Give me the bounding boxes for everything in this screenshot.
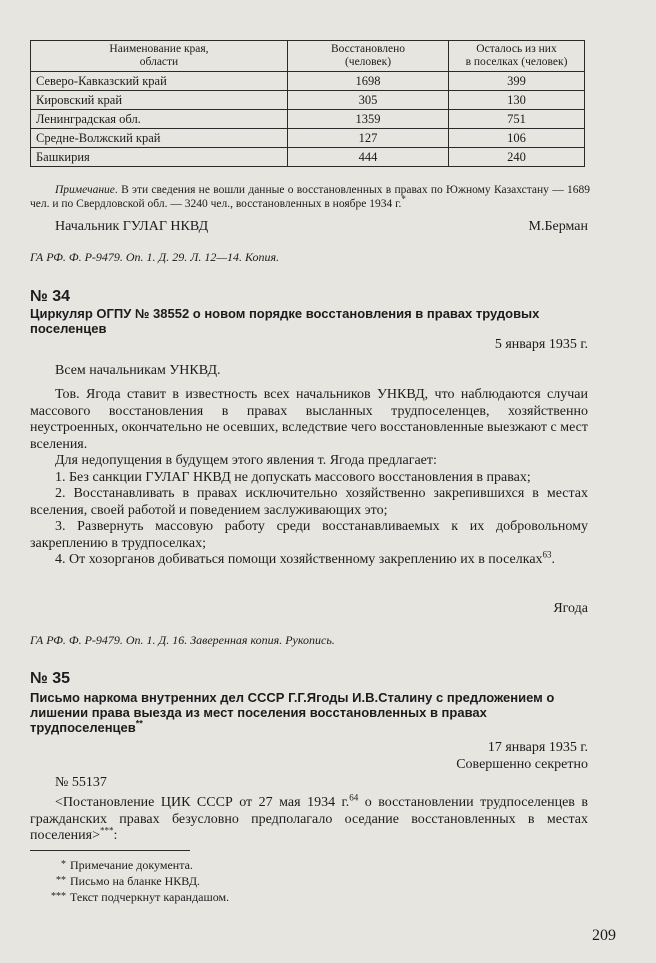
header-remaining: Осталось из них в поселках (человек) — [449, 41, 585, 72]
footnote — [48, 874, 200, 888]
footnote-mark: * — [61, 859, 66, 870]
doc35-date: 17 января 1935 г. — [487, 740, 588, 755]
table-header-row — [31, 41, 585, 72]
doc35-p1b: о восстановлении трудпоселенцев в гражданских правах безусловно предполагало оседание восстановленных в местах поселения> — [30, 795, 589, 843]
doc35-heading-text: Письмо наркома внутренних дел СССР Г.Г.Ягоды И.В.Сталину с предложением о лишении права выезда из мест поселения восстановленных в правах трудпоселенцев — [30, 690, 555, 735]
remaining-cell: 751 — [449, 110, 585, 129]
table-row — [31, 110, 585, 129]
doc34-paragraph: Тов. Ягода ставит в известность всех начальников УНКВД, что наблюдаются случаи массового восстановления в правах высланных трудпоселенцев, хозяйственно неустроенных, окончательно не осевших, вследствие чего восстановленные выезжают с мест вселения. — [30, 387, 588, 452]
doc35-p1c: : — [113, 828, 118, 843]
footnote — [48, 858, 193, 872]
header-restored: Восстановлено (человек) — [288, 41, 449, 72]
restored-cell: 127 — [288, 129, 449, 148]
footnote-text: Примечание документа. — [70, 858, 193, 872]
doc34-paragraph: 1. Без санкции ГУЛАГ НКВД не допускать массового восстановления в правах; — [55, 469, 531, 485]
doc34-number: № 34 — [30, 288, 71, 305]
restoration-table — [30, 40, 585, 167]
table-row — [31, 148, 585, 167]
table-row — [31, 129, 585, 148]
doc35-number: № 35 — [30, 670, 71, 687]
footnote-ref-64: 64 — [349, 792, 359, 803]
region-cell: Северо-Кавказский край — [31, 72, 288, 91]
note-text: . В эти сведения не вошли данные о восстановленных в правах по Южному Казахстану — 1689 чел. и по Свердловской обл. — 3240 чел., восстановленных в ноябре 1934 г. — [30, 184, 590, 210]
source1: ГА РФ. Ф. Р-9479. Оп. 1. Д. 29. Л. 12—14. Копия. — [30, 250, 280, 264]
table-row — [31, 91, 585, 110]
remaining-cell: 106 — [449, 129, 585, 148]
footnote-text: Письмо на бланке НКВД. — [70, 874, 201, 888]
note-ref: * — [401, 194, 406, 205]
doc35-heading — [30, 690, 600, 735]
doc35-p1a: <Постановление ЦИК СССР от 27 мая 1934 г. — [55, 795, 350, 810]
note-label: Примечание — [55, 184, 115, 196]
doc35-secrecy: Совершенно секретно — [456, 757, 588, 772]
remaining-cell: 240 — [449, 148, 585, 167]
footnote-divider — [30, 850, 190, 851]
doc34-date: 5 января 1935 г. — [494, 337, 588, 352]
doc35-body — [30, 792, 589, 845]
doc35-paragraph — [30, 792, 589, 845]
region-cell: Кировский край — [31, 91, 288, 110]
restored-cell: 444 — [288, 148, 449, 167]
doc34-paragraph: 2. Восстанавливать в правах исключительно хозяйственно закрепившихся в местах вселения, своей работой и поведением заслуживающих это; — [30, 486, 588, 518]
remaining-cell: 399 — [449, 72, 585, 91]
doc34-heading: Циркуляр ОГПУ № 38552 о новом порядке восстановления в правах трудовых поселенцев — [30, 306, 540, 336]
restored-cell: 1698 — [288, 72, 449, 91]
footnote-mark: *** — [51, 891, 66, 902]
doc34-signature: Ягода — [553, 601, 588, 616]
footnote-text: Текст подчеркнут карандашом. — [70, 890, 230, 904]
footnote-ref-underlined: *** — [99, 825, 114, 836]
footnote-mark: ** — [56, 875, 66, 886]
doc34-paragraph: Для недопущения в будущем этого явления т. Ягода предлагает: — [55, 453, 437, 468]
restored-cell: 1359 — [288, 110, 449, 129]
footnote — [48, 890, 229, 904]
doc34-body — [30, 387, 588, 569]
signature1-title: Начальник ГУЛАГ НКВД — [55, 219, 209, 234]
header-region: Наименование края, области — [31, 41, 288, 72]
heading-footnote-ref: ** — [135, 718, 143, 729]
table-row — [31, 72, 585, 91]
doc34-addressee: Всем начальникам УНКВД. — [55, 363, 221, 378]
doc34-paragraph: 3. Развернуть массовую работу среди восстанавливаемых к их добровольному закреплению в трудпоселках; — [30, 519, 588, 551]
signature1-name: М.Берман — [528, 219, 588, 234]
region-cell: Ленинградская обл. — [31, 110, 288, 129]
region-cell: Средне-Волжский край — [31, 129, 288, 148]
doc34-paragraph: 4. От хозорганов добиваться помощи хозяйственному закреплению их в поселках$^{63}$. — [55, 549, 556, 567]
table-note — [30, 183, 590, 211]
restored-cell: 305 — [288, 91, 449, 110]
remaining-cell: 130 — [449, 91, 585, 110]
region-cell: Башкирия — [31, 148, 288, 167]
page-number: 209 — [592, 927, 616, 944]
doc34-p6-text: 4. От хозорганов добиваться помощи хозяйственному закреплению их в поселках — [55, 552, 543, 567]
doc34-source: ГА РФ. Ф. Р-9479. Оп. 1. Д. 16. Заверенная копия. Рукопись. — [30, 633, 335, 647]
footnote-ref-63: 63 — [542, 549, 552, 560]
doc35-regnum: № 55137 — [55, 775, 107, 790]
